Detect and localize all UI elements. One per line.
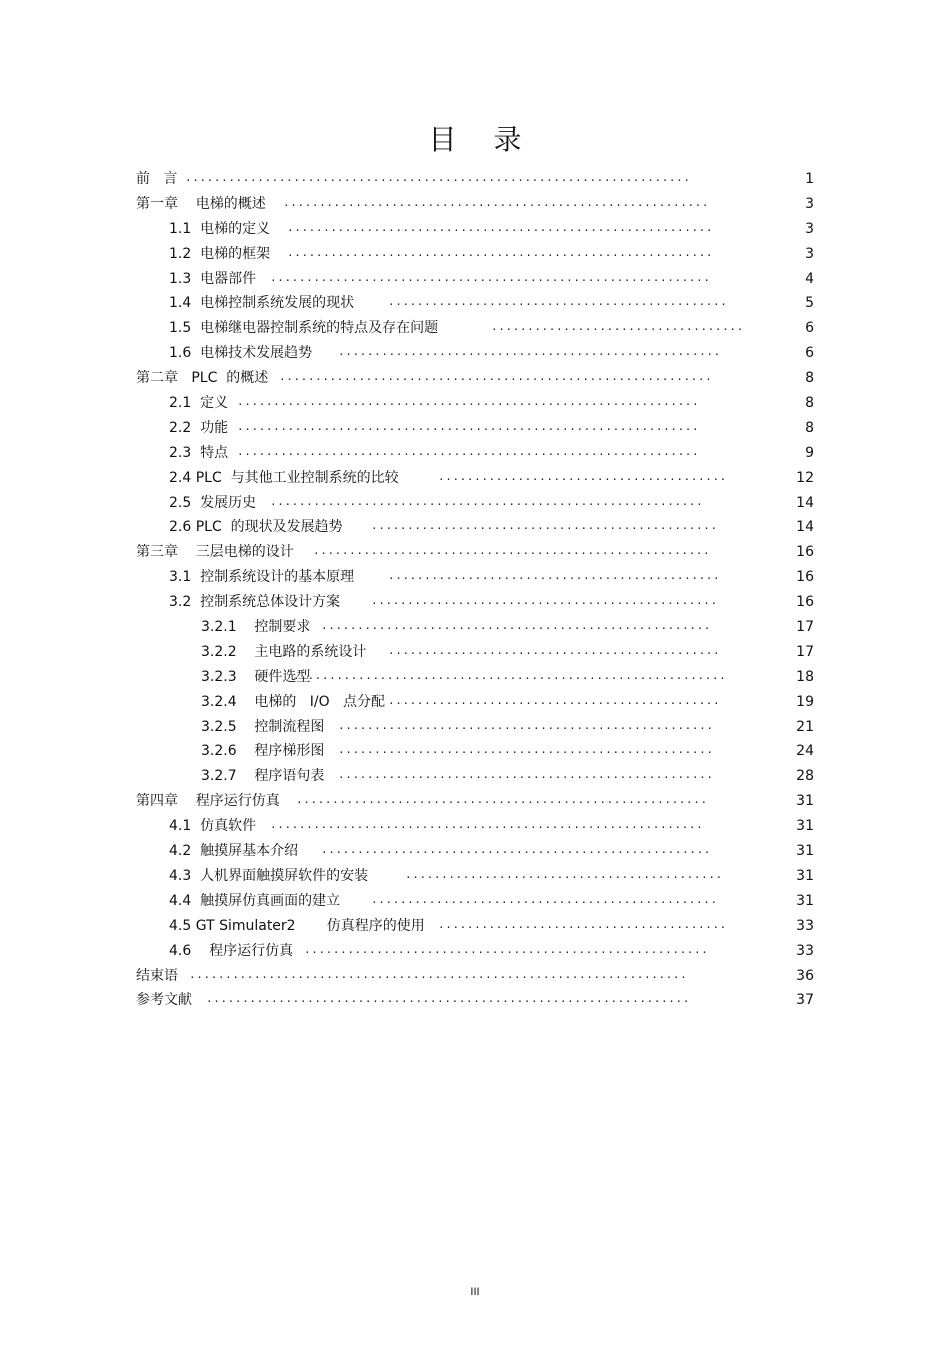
toc-dot-leader: ......................................................: [321, 619, 712, 633]
toc-dot-leader: ............................................................: [279, 370, 713, 384]
toc-entry[interactable]: [0, 864, 950, 889]
toc-entry-page: 3: [805, 195, 814, 212]
toc-dot-leader: .......................................................: [313, 544, 711, 558]
toc-entry[interactable]: [0, 640, 950, 665]
toc-dot-leader: .....................................................................: [189, 967, 688, 981]
toc-entry-page: 6: [805, 345, 814, 362]
toc-entry-label: 第二章 PLC 的概述: [136, 370, 269, 387]
toc-entry-label: 3.2 控制系统总体设计方案: [169, 594, 341, 611]
toc-entry[interactable]: [0, 366, 950, 391]
toc-entry-label: 第一章 电梯的概述: [136, 195, 266, 212]
toc-entry[interactable]: [0, 939, 950, 964]
toc-dot-leader: ........................................: [438, 917, 727, 931]
toc-entry[interactable]: [0, 341, 950, 366]
toc-entry-page: 31: [796, 793, 814, 810]
page-title: 目 录: [428, 123, 536, 156]
toc-dot-leader: ....................................................: [338, 768, 714, 782]
toc-entry-label: 第四章 程序运行仿真: [136, 793, 280, 810]
toc-entry-label: 2.2 功能: [169, 419, 229, 436]
toc-dot-leader: ............................................................: [270, 818, 704, 832]
toc-entry-page: 3: [805, 245, 814, 262]
toc-dot-leader: ........................................: [438, 469, 727, 483]
toc-entry-page: 14: [796, 519, 814, 536]
toc-entry-page: 21: [796, 718, 814, 735]
toc-entry[interactable]: [0, 565, 950, 590]
toc-entry-label: 4.2 触摸屏基本介绍: [169, 843, 299, 860]
toc-dot-leader: ................................................: [371, 892, 718, 906]
toc-entry-label: 4.5 GT Simulater2 仿真程序的使用: [169, 917, 425, 934]
toc-entry-page: 16: [796, 594, 814, 611]
toc-entry-page: 16: [796, 569, 814, 586]
toc-entry-page: 17: [796, 619, 814, 636]
toc-entry[interactable]: [0, 267, 950, 292]
toc-entry[interactable]: [0, 889, 950, 914]
toc-dot-leader: ................................................................: [237, 395, 700, 409]
toc-entry-page: 14: [796, 494, 814, 511]
toc-entry[interactable]: [0, 466, 950, 491]
toc-entry[interactable]: [0, 839, 950, 864]
toc-entry-label: 4.4 触摸屏仿真画面的建立: [169, 892, 341, 909]
toc-entry-label: 2.6 PLC 的现状及发展趋势: [169, 519, 343, 536]
toc-entry[interactable]: [0, 739, 950, 764]
toc-dot-leader: ................................................................: [237, 419, 700, 433]
toc-entry-label: 2.4 PLC 与其他工业控制系统的比较: [169, 469, 399, 486]
toc-entry-label: 结束语: [136, 967, 178, 984]
toc-entry-label: 4.6 程序运行仿真: [169, 942, 294, 959]
toc-entry-label: 1.2 电梯的框架: [169, 245, 271, 262]
toc-entry-page: 8: [805, 419, 814, 436]
toc-entry[interactable]: [0, 814, 950, 839]
toc-entry[interactable]: [0, 914, 950, 939]
toc-entry-page: 8: [805, 370, 814, 387]
toc-entry-page: 36: [796, 967, 814, 984]
toc-dot-leader: ......................................................: [321, 843, 712, 857]
toc-entry[interactable]: [0, 515, 950, 540]
toc-entry[interactable]: [0, 715, 950, 740]
toc-entry-label: 3.2.3 硬件选型: [201, 668, 311, 685]
toc-entry[interactable]: [0, 665, 950, 690]
toc-dot-leader: ..............................................: [388, 643, 721, 657]
toc-entry-label: 3.2.2 主电路的系统设计: [201, 643, 367, 660]
page-number-footer: III: [470, 1286, 480, 1298]
toc-entry-label: 3.2.4 电梯的 I/O 点分配: [201, 693, 385, 710]
toc-entry-page: 9: [805, 444, 814, 461]
toc-entry-label: 1.3 电器部件: [169, 270, 257, 287]
toc-entry-label: 4.1 仿真软件: [169, 818, 257, 835]
toc-dot-leader: ........................................................: [304, 942, 709, 956]
toc-entry-label: 1.5 电梯继电器控制系统的特点及存在问题: [169, 320, 439, 337]
toc-dot-leader: .....................................................: [338, 345, 721, 359]
toc-entry-label: 2.5 发展历史: [169, 494, 257, 511]
toc-entry-page: 31: [796, 818, 814, 835]
toc-entry-page: 17: [796, 643, 814, 660]
toc-entry-page: 24: [796, 743, 814, 760]
toc-entry-page: 5: [805, 295, 814, 312]
toc-entry-label: 3.2.6 程序梯形图: [201, 743, 325, 760]
toc-entry-label: 1.6 电梯技术发展趋势: [169, 345, 313, 362]
toc-entry-page: 8: [805, 395, 814, 412]
toc-entry-page: 31: [796, 867, 814, 884]
toc-entry[interactable]: [0, 316, 950, 341]
toc-entry[interactable]: [0, 291, 950, 316]
toc-dot-leader: ................................................: [371, 594, 718, 608]
toc-entry-label: 2.3 特点: [169, 444, 229, 461]
toc-entry[interactable]: [0, 491, 950, 516]
toc-entry[interactable]: [0, 391, 950, 416]
toc-entry-label: 3.1 控制系统设计的基本原理: [169, 569, 355, 586]
toc-dot-leader: ..............................................: [388, 569, 721, 583]
toc-entry[interactable]: [0, 764, 950, 789]
toc-entry-label: 第三章 三层电梯的设计: [136, 544, 294, 561]
toc-entry-label: 参考文献: [136, 992, 192, 1009]
table-of-contents: [0, 167, 950, 1013]
toc-dot-leader: .........................................................: [296, 793, 708, 807]
toc-entry[interactable]: [0, 540, 950, 565]
toc-dot-leader: ............................................................: [270, 494, 704, 508]
toc-entry-label: 4.3 人机界面触摸屏软件的安装: [169, 867, 369, 884]
toc-entry-label: 前 言: [136, 171, 178, 187]
toc-dot-leader: ......................................................................: [185, 171, 691, 184]
toc-dot-leader: ...................................................................: [206, 992, 690, 1006]
toc-entry[interactable]: [0, 789, 950, 814]
toc-entry-page: 37: [796, 992, 814, 1009]
toc-entry[interactable]: [0, 988, 950, 1013]
toc-entry-label: 1.4 电梯控制系统发展的现状: [169, 295, 355, 312]
toc-dot-leader: ...........................................................: [287, 220, 714, 234]
toc-dot-leader: ...........................................................: [283, 195, 710, 209]
toc-entry[interactable]: [0, 441, 950, 466]
toc-entry[interactable]: [0, 217, 950, 242]
toc-dot-leader: ....................................................: [338, 743, 714, 757]
toc-entry-page: 28: [796, 768, 814, 785]
toc-dot-leader: ................................................: [371, 519, 718, 533]
toc-entry-label: 3.2.5 控制流程图: [201, 718, 325, 735]
toc-entry-page: 3: [805, 220, 814, 237]
toc-entry-page: 31: [796, 843, 814, 860]
toc-entry-page: 19: [796, 693, 814, 710]
toc-entry[interactable]: [0, 615, 950, 640]
toc-dot-leader: .............................................................: [270, 270, 711, 284]
toc-entry-page: 33: [796, 917, 814, 934]
toc-dot-leader: ..............................................: [388, 693, 721, 707]
toc-entry[interactable]: [0, 964, 950, 989]
toc-entry-label: 1.1 电梯的定义: [169, 220, 271, 237]
toc-dot-leader: ............................................................: [293, 668, 727, 682]
toc-entry[interactable]: [0, 416, 950, 441]
toc-entry[interactable]: [0, 590, 950, 615]
toc-dot-leader: ...............................................: [388, 295, 728, 309]
toc-entry-page: 1: [805, 171, 814, 187]
toc-dot-leader: ...................................: [491, 320, 744, 334]
toc-entry-page: 33: [796, 942, 814, 959]
toc-entry-label: 2.1 定义: [169, 395, 229, 412]
toc-entry-page: 6: [805, 320, 814, 337]
toc-entry[interactable]: [0, 690, 950, 715]
toc-entry-page: 31: [796, 892, 814, 909]
toc-dot-leader: ................................................................: [237, 444, 700, 458]
toc-dot-leader: ............................................: [405, 867, 723, 881]
toc-entry-page: 4: [805, 270, 814, 287]
toc-entry-page: 16: [796, 544, 814, 561]
toc-entry-page: 12: [796, 469, 814, 486]
toc-entry[interactable]: [0, 242, 950, 267]
toc-entry-label: 3.2.7 程序语句表: [201, 768, 325, 785]
toc-entry-label: 3.2.1 控制要求: [201, 619, 311, 636]
toc-entry[interactable]: [0, 192, 950, 217]
toc-dot-leader: ...........................................................: [287, 245, 714, 259]
toc-entry[interactable]: [0, 167, 950, 192]
toc-entry-page: 18: [796, 668, 814, 685]
toc-dot-leader: ....................................................: [338, 718, 714, 732]
